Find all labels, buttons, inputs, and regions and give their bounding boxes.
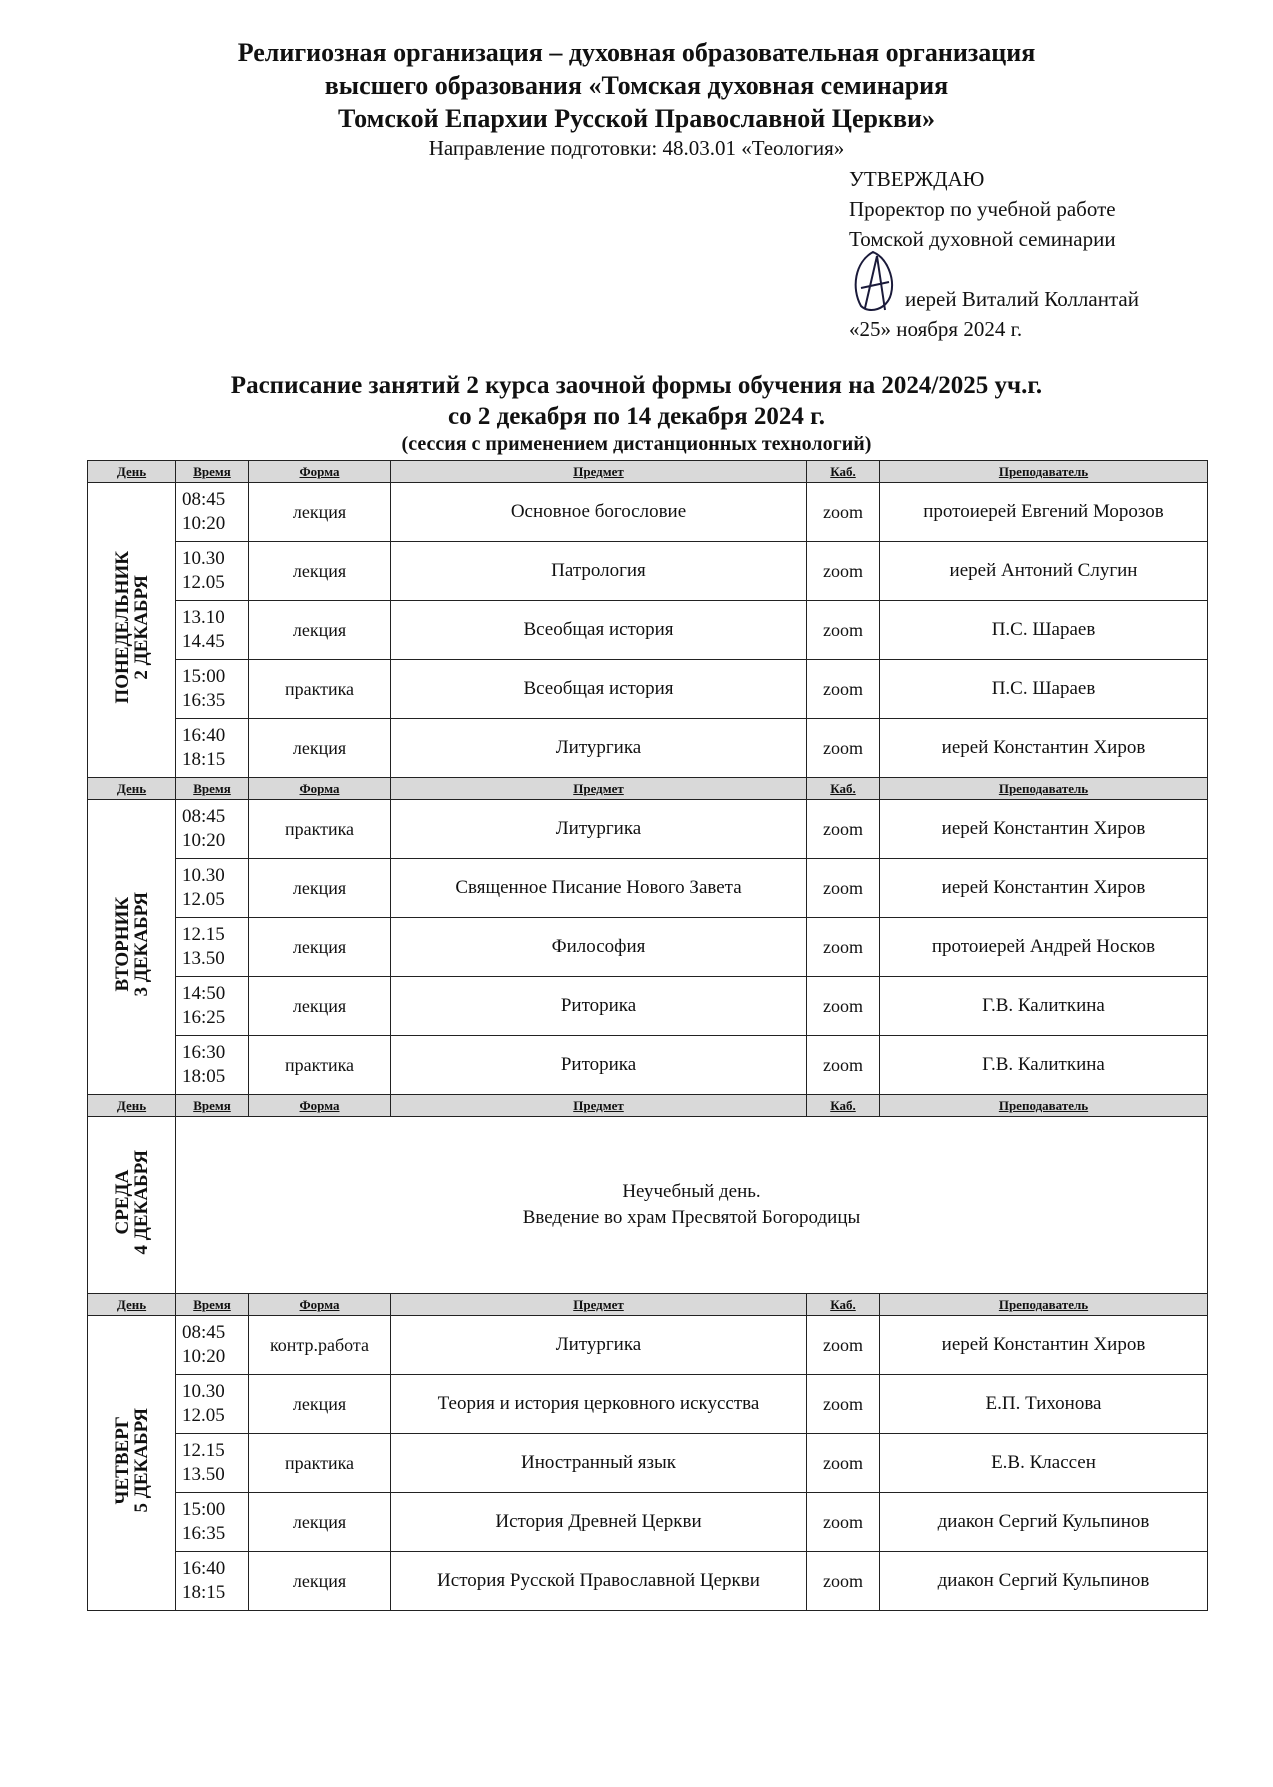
subject-cell: Патрология: [391, 542, 807, 601]
end-time: 10:20: [182, 513, 226, 534]
approval-date: «25» ноября 2024 г.: [849, 317, 1023, 341]
approval-position-2: Томской духовной семинарии: [849, 227, 1116, 251]
form-cell: лекция: [249, 1552, 391, 1611]
table-row: [88, 1316, 1208, 1375]
teacher-header: Преподаватель: [880, 461, 1208, 483]
start-time: 16:30: [182, 1042, 226, 1063]
time-header: Время: [176, 1294, 249, 1316]
room-cell: zoom: [807, 1375, 880, 1434]
day-name: ПОНЕДЕЛЬНИК: [111, 550, 133, 704]
subject-cell: Литургика: [391, 800, 807, 859]
form-header: Форма: [249, 778, 391, 800]
day-name: ЧЕТВЕРГ: [111, 1415, 133, 1505]
end-time: 16:35: [182, 1523, 226, 1544]
subject-cell: Всеобщая история: [391, 660, 807, 719]
header-row: [88, 461, 1208, 483]
table-row: [88, 601, 1208, 660]
time-cell: [176, 1552, 249, 1611]
header-row: [88, 1294, 1208, 1316]
end-time: 10:20: [182, 1346, 226, 1367]
header-row: [88, 778, 1208, 800]
teacher-cell: Е.В. Классен: [880, 1434, 1208, 1493]
teacher-cell: Г.В. Калиткина: [880, 977, 1208, 1036]
org-line-2: высшего образования «Томская духовная семинария: [324, 71, 949, 100]
end-time: 18:15: [182, 749, 226, 770]
room-cell: zoom: [807, 660, 880, 719]
end-time: 18:05: [182, 1066, 226, 1087]
time-cell: [176, 1036, 249, 1095]
start-time: 10.30: [182, 1381, 225, 1402]
teacher-cell: иерей Антоний Слугин: [880, 542, 1208, 601]
start-time: 12.15: [182, 1440, 225, 1461]
start-time: 15:00: [182, 1499, 226, 1520]
teacher-header: Преподаватель: [880, 1294, 1208, 1316]
schedule-title: [0, 370, 1273, 456]
time-cell: [176, 918, 249, 977]
subject-header: Предмет: [391, 461, 807, 483]
room-cell: zoom: [807, 859, 880, 918]
form-cell: лекция: [249, 859, 391, 918]
table-row: [88, 1493, 1208, 1552]
end-time: 13.50: [182, 1464, 225, 1485]
title-line-3: (сессия с применением дистанционных технологий): [401, 433, 872, 455]
form-header: Форма: [249, 1095, 391, 1117]
day-date: 2 ДЕКАБРЯ: [130, 574, 152, 680]
time-cell: [176, 1493, 249, 1552]
holiday-line-1: Неучебный день.: [622, 1181, 761, 1202]
table-row: [88, 1434, 1208, 1493]
room-cell: zoom: [807, 918, 880, 977]
teacher-cell: иерей Константин Хиров: [880, 719, 1208, 778]
day-name: ВТОРНИК: [111, 896, 133, 992]
start-time: 13.10: [182, 607, 225, 628]
day-label: [113, 1150, 151, 1254]
form-cell: практика: [249, 660, 391, 719]
form-cell: практика: [249, 1434, 391, 1493]
table-row: [88, 1552, 1208, 1611]
subject-cell: Священное Писание Нового Завета: [391, 859, 807, 918]
end-time: 12.05: [182, 1405, 225, 1426]
day-cell: [88, 800, 176, 1095]
teacher-header: Преподаватель: [880, 778, 1208, 800]
subject-cell: Литургика: [391, 719, 807, 778]
holiday-row: [88, 1117, 1208, 1294]
table-row: [88, 1375, 1208, 1434]
start-time: 16:40: [182, 1558, 226, 1579]
table-row: [88, 859, 1208, 918]
teacher-cell: диакон Сергий Кульпинов: [880, 1493, 1208, 1552]
start-time: 16:40: [182, 725, 226, 746]
end-time: 14.45: [182, 631, 225, 652]
table-row: [88, 800, 1208, 859]
subject-header: Предмет: [391, 1095, 807, 1117]
handwritten-signature: [847, 248, 899, 316]
form-header: Форма: [249, 1294, 391, 1316]
day-date: 3 ДЕКАБРЯ: [130, 891, 152, 997]
schedule-table: [87, 460, 1208, 1611]
form-cell: лекция: [249, 601, 391, 660]
day-label: [113, 551, 151, 704]
form-cell: лекция: [249, 918, 391, 977]
subject-header: Предмет: [391, 778, 807, 800]
time-cell: [176, 859, 249, 918]
form-cell: контр.работа: [249, 1316, 391, 1375]
form-header: Форма: [249, 461, 391, 483]
start-time: 10.30: [182, 865, 225, 886]
room-header: Каб.: [807, 778, 880, 800]
teacher-cell: диакон Сергий Кульпинов: [880, 1552, 1208, 1611]
start-time: 08:45: [182, 806, 226, 827]
day-date: 5 ДЕКАБРЯ: [130, 1407, 152, 1513]
room-cell: zoom: [807, 483, 880, 542]
time-cell: [176, 977, 249, 1036]
teacher-cell: П.С. Шараев: [880, 660, 1208, 719]
table-row: [88, 660, 1208, 719]
end-time: 12.05: [182, 572, 225, 593]
table-row: [88, 483, 1208, 542]
time-cell: [176, 601, 249, 660]
room-cell: zoom: [807, 542, 880, 601]
teacher-cell: иерей Константин Хиров: [880, 859, 1208, 918]
header-row: [88, 1095, 1208, 1117]
room-cell: zoom: [807, 1036, 880, 1095]
subject-cell: Теория и история церковного искусства: [391, 1375, 807, 1434]
table-row: [88, 542, 1208, 601]
time-cell: [176, 660, 249, 719]
day-header: День: [88, 1294, 176, 1316]
form-cell: практика: [249, 800, 391, 859]
time-cell: [176, 719, 249, 778]
end-time: 10:20: [182, 830, 226, 851]
time-cell: [176, 1434, 249, 1493]
start-time: 15:00: [182, 666, 226, 687]
approver-name: иерей Виталий Коллантай: [905, 287, 1139, 311]
room-cell: zoom: [807, 719, 880, 778]
room-cell: zoom: [807, 1434, 880, 1493]
teacher-cell: Г.В. Калиткина: [880, 1036, 1208, 1095]
table-row: [88, 918, 1208, 977]
teacher-cell: протоиерей Евгений Морозов: [880, 483, 1208, 542]
holiday-cell: [176, 1117, 1208, 1294]
form-cell: лекция: [249, 977, 391, 1036]
teacher-cell: П.С. Шараев: [880, 601, 1208, 660]
time-cell: [176, 1316, 249, 1375]
teacher-header: Преподаватель: [880, 1095, 1208, 1117]
direction-line: Направление подготовки: 48.03.01 «Теология»: [428, 136, 845, 160]
form-cell: лекция: [249, 542, 391, 601]
start-time: 08:45: [182, 489, 226, 510]
table-row: [88, 977, 1208, 1036]
start-time: 14:50: [182, 983, 226, 1004]
teacher-cell: протоиерей Андрей Носков: [880, 918, 1208, 977]
time-cell: [176, 542, 249, 601]
title-line-2: со 2 декабря по 14 декабря 2024 г.: [448, 403, 825, 430]
start-time: 10.30: [182, 548, 225, 569]
time-header: Время: [176, 1095, 249, 1117]
room-header: Каб.: [807, 1294, 880, 1316]
room-cell: zoom: [807, 1316, 880, 1375]
day-header: День: [88, 1095, 176, 1117]
subject-cell: Литургика: [391, 1316, 807, 1375]
time-cell: [176, 483, 249, 542]
time-cell: [176, 800, 249, 859]
time-header: Время: [176, 778, 249, 800]
form-cell: лекция: [249, 483, 391, 542]
time-cell: [176, 1375, 249, 1434]
day-header: День: [88, 778, 176, 800]
approval-label: УТВЕРЖДАЮ: [849, 167, 985, 191]
room-cell: zoom: [807, 977, 880, 1036]
day-header: День: [88, 461, 176, 483]
day-cell: [88, 1117, 176, 1294]
organization-header: [0, 36, 1273, 162]
subject-header: Предмет: [391, 1294, 807, 1316]
start-time: 08:45: [182, 1322, 226, 1343]
form-cell: лекция: [249, 719, 391, 778]
room-header: Каб.: [807, 1095, 880, 1117]
end-time: 13.50: [182, 948, 225, 969]
form-cell: лекция: [249, 1375, 391, 1434]
time-header: Время: [176, 461, 249, 483]
start-time: 12.15: [182, 924, 225, 945]
form-cell: лекция: [249, 1493, 391, 1552]
table-row: [88, 1036, 1208, 1095]
teacher-cell: иерей Константин Хиров: [880, 1316, 1208, 1375]
day-label: [113, 1408, 151, 1512]
day-label: [113, 892, 151, 996]
subject-cell: Основное богословие: [391, 483, 807, 542]
signature-line: [849, 284, 1249, 314]
day-cell: [88, 1316, 176, 1611]
holiday-line-2: Введение во храм Пресвятой Богородицы: [522, 1207, 861, 1228]
org-line-3: Томской Епархии Русской Православной Церкви»: [338, 104, 935, 133]
table-row: [88, 719, 1208, 778]
subject-cell: Риторика: [391, 977, 807, 1036]
title-line-1: Расписание занятий 2 курса заочной формы обучения на 2024/2025 уч.г.: [230, 372, 1043, 399]
day-cell: [88, 483, 176, 778]
end-time: 18:15: [182, 1582, 226, 1603]
form-cell: практика: [249, 1036, 391, 1095]
subject-cell: Всеобщая история: [391, 601, 807, 660]
org-line-1: Религиозная организация – духовная образовательная организация: [237, 38, 1036, 67]
subject-cell: История Русской Православной Церкви: [391, 1552, 807, 1611]
end-time: 16:25: [182, 1007, 226, 1028]
teacher-cell: Е.П. Тихонова: [880, 1375, 1208, 1434]
teacher-cell: иерей Константин Хиров: [880, 800, 1208, 859]
room-cell: zoom: [807, 1493, 880, 1552]
end-time: 16:35: [182, 690, 226, 711]
approval-block: [849, 164, 1249, 344]
end-time: 12.05: [182, 889, 225, 910]
room-cell: zoom: [807, 800, 880, 859]
approval-position-1: Проректор по учебной работе: [849, 197, 1116, 221]
day-date: 4 ДЕКАБРЯ: [130, 1149, 152, 1255]
subject-cell: Философия: [391, 918, 807, 977]
subject-cell: Иностранный язык: [391, 1434, 807, 1493]
room-cell: zoom: [807, 601, 880, 660]
day-name: СРЕДА: [111, 1169, 133, 1235]
subject-cell: Риторика: [391, 1036, 807, 1095]
room-header: Каб.: [807, 461, 880, 483]
subject-cell: История Древней Церкви: [391, 1493, 807, 1552]
room-cell: zoom: [807, 1552, 880, 1611]
